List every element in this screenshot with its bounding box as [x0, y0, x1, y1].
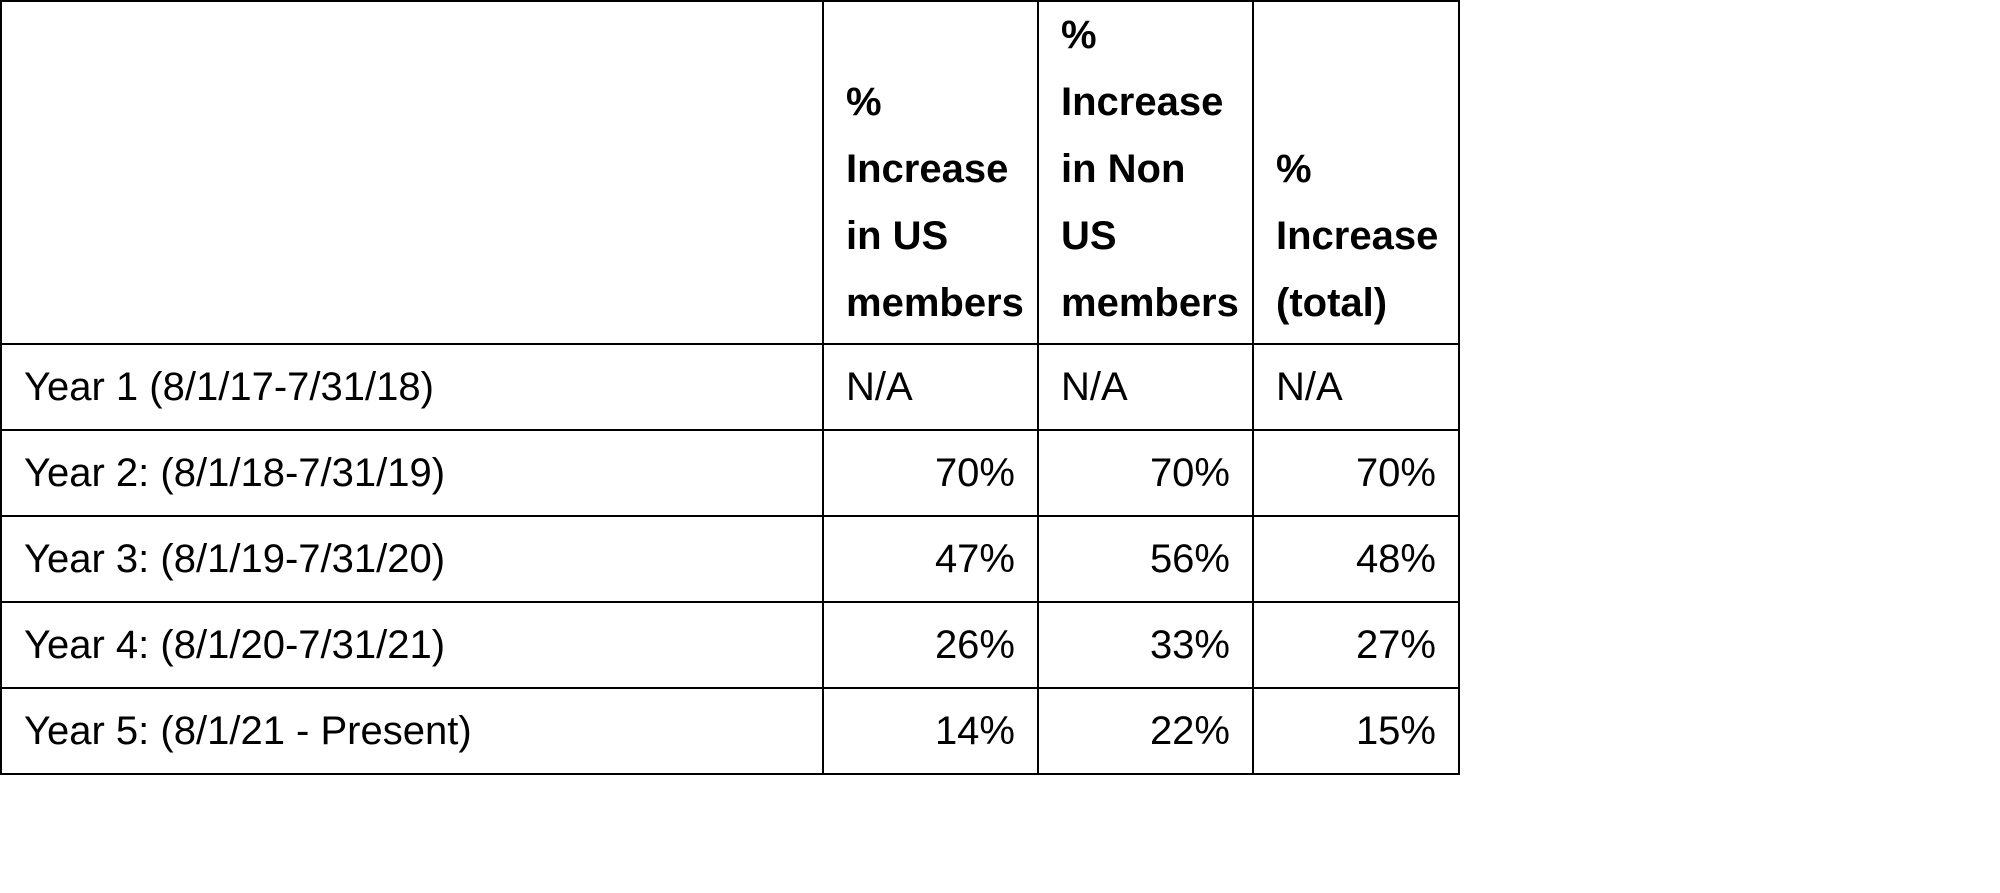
header-line: members — [1061, 281, 1239, 325]
table-row — [1, 344, 1459, 430]
value-cell-non-us: 33% — [1038, 602, 1253, 688]
row-label: Year 3: (8/1/19-7/31/20) — [1, 516, 823, 602]
header-line: in Non — [1061, 147, 1186, 191]
value-cell-us: 70% — [823, 430, 1038, 516]
value-cell-us: 14% — [823, 688, 1038, 774]
header-line: in US — [846, 214, 949, 258]
column-header-non-us-members — [1038, 1, 1253, 344]
value-cell-us: 47% — [823, 516, 1038, 602]
row-label: Year 1 (8/1/17-7/31/18) — [1, 344, 823, 430]
value-cell-us: N/A — [823, 344, 1038, 430]
row-label: Year 5: (8/1/21 - Present) — [1, 688, 823, 774]
header-line: Increase — [1061, 80, 1224, 124]
value-cell-us: 26% — [823, 602, 1038, 688]
value-cell-total: 27% — [1253, 602, 1459, 688]
header-line: % — [1061, 13, 1097, 57]
table-row — [1, 516, 1459, 602]
column-header-total — [1253, 1, 1459, 344]
value-cell-non-us: 56% — [1038, 516, 1253, 602]
header-row — [1, 1, 1459, 344]
value-cell-total: 70% — [1253, 430, 1459, 516]
value-cell-total: 15% — [1253, 688, 1459, 774]
table-row — [1, 688, 1459, 774]
value-cell-total: N/A — [1253, 344, 1459, 430]
header-line: Increase — [1276, 214, 1439, 258]
value-cell-non-us: 70% — [1038, 430, 1253, 516]
row-label: Year 4: (8/1/20-7/31/21) — [1, 602, 823, 688]
column-header-us-members — [823, 1, 1038, 344]
value-cell-non-us: N/A — [1038, 344, 1253, 430]
table-row — [1, 430, 1459, 516]
corner-header — [1, 1, 823, 344]
value-cell-non-us: 22% — [1038, 688, 1253, 774]
header-line: (total) — [1276, 281, 1388, 325]
value-cell-total: 48% — [1253, 516, 1459, 602]
header-line: US — [1061, 214, 1117, 258]
row-label: Year 2: (8/1/18-7/31/19) — [1, 430, 823, 516]
header-line: % — [1276, 147, 1312, 191]
table-row — [1, 602, 1459, 688]
header-line: members — [846, 281, 1024, 325]
header-line: % — [846, 80, 882, 124]
header-line: Increase — [846, 147, 1009, 191]
